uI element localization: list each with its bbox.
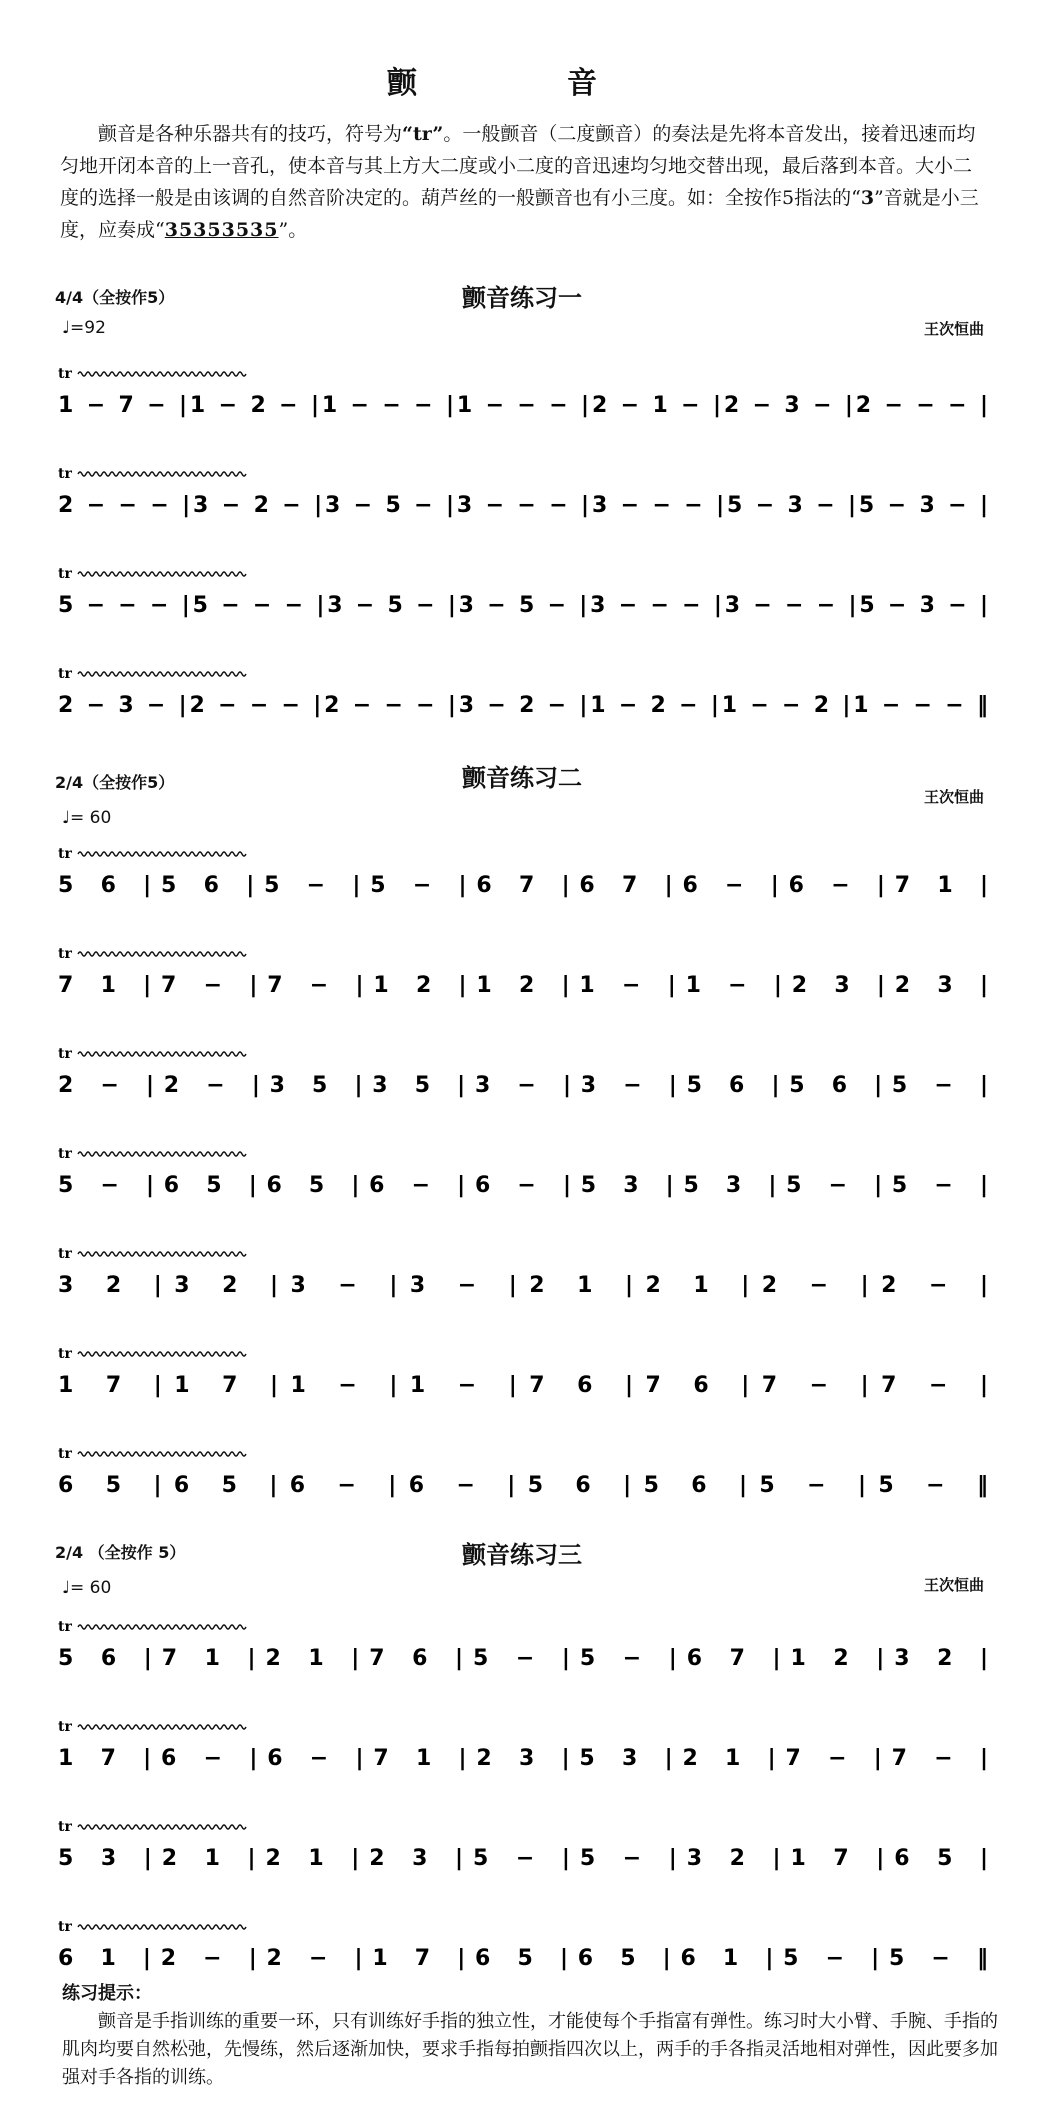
- intro-text-2: 。一般颤音（二度颤音）的奏法是先将本音发出，接着迅速而均匀地开闭本音的上一音孔，使本音与其上方大二度或小二度的音迅速均匀地交替出现，最后落到本音。大小二度的选择一般是由该调的自然音阶决定的。葫芦丝的一般颤音也有小三度。如：全按作5指法的“: [60, 123, 976, 209]
- trill-wave: [78, 1825, 246, 1829]
- staff-svg: [0, 352, 1044, 742]
- trill-mark: tr: [58, 1446, 72, 1462]
- notation-line: 6 1 |2 − |2 − |1 7 |6 5 |6 5 |6 1 |5 − |5 − ‖: [58, 1946, 989, 1971]
- trill-wave: [78, 1352, 246, 1356]
- exercise-1-composer: 王次恒曲: [923, 320, 984, 338]
- trill-symbol: “tr”: [402, 123, 444, 145]
- exercise-2-meta: 2/4（全按作5）: [55, 773, 175, 792]
- notation-line: 5 3 |2 1 |2 1 |2 3 |5 − |5 − |3 2 |1 7 |6 5 |: [58, 1846, 989, 1871]
- trill-wave: [78, 572, 246, 576]
- exercise-1-tempo: ♩=92: [62, 318, 106, 338]
- notation-line: 5 6 |5 6 |5 − |5 − |6 7 |6 7 |6 − |6 − |7 1 |: [58, 873, 988, 898]
- trill-wave: [78, 1152, 246, 1156]
- notation-line: 2 − 3 − |2 − − − |2 − − − |3 − 2 − |1 − 2 − |1 − − 2 |1 − − − ‖: [58, 693, 989, 718]
- exercise-1-title: 颤音练习一: [462, 283, 582, 312]
- page-title: 颤 音: [387, 66, 657, 101]
- trill-mark: tr: [58, 1719, 72, 1735]
- trill-wave: [78, 1625, 246, 1629]
- trill-mark: tr: [58, 846, 72, 862]
- trill-mark: tr: [58, 1619, 72, 1635]
- notation-line: 2 − |2 − |3 5 |3 5 |3 − |3 − |5 6 |5 6 |5 − |: [58, 1073, 989, 1098]
- trill-wave: [78, 372, 246, 376]
- trill-mark: tr: [58, 366, 72, 382]
- tips-heading: 练习提示：: [62, 1983, 152, 2004]
- trill-mark: tr: [58, 1246, 72, 1262]
- intro-text-3: ”音就是小三度，应奏成“: [60, 187, 979, 241]
- exercise-3-meta: 2/4 （全按作 5）: [55, 1543, 186, 1562]
- notation-line: 1 − 7 − |1 − 2 − |1 − − − |1 − − − |2 − 1 − |2 − 3 − |2 − − − |: [58, 393, 988, 418]
- notation-line: 2 − − − |3 − 2 − |3 − 5 − |3 − − − |3 − − − |5 − 3 − |5 − 3 − |: [58, 493, 988, 518]
- exercise-2-tempo: ♩= 60: [62, 808, 112, 828]
- trill-wave: [78, 472, 246, 476]
- trill-mark: tr: [58, 1146, 72, 1162]
- notation-line: 5 6 |7 1 |2 1 |7 6 |5 − |5 − |6 7 |1 2 |3 2 |: [58, 1646, 989, 1671]
- trill-mark: tr: [58, 1046, 72, 1062]
- staff-svg: [0, 832, 1044, 1522]
- example-sequence: 35353535: [164, 219, 279, 241]
- tips-text: 颤音是手指训练的重要一环，只有训练好手指的独立性，才能使每个手指富有弹性。练习时大小臂、手腕、手指的肌肉均要自然松弛，先慢练，然后逐渐加快，要求手指每拍颤指四次以上，两手的手各指灵活地相对弹性，因此要多加强对手各指的训练。: [62, 2011, 998, 2088]
- exercise-3-title: 颤音练习三: [462, 1540, 582, 1569]
- trill-wave: [78, 952, 246, 956]
- exercise-2-staff: [0, 832, 1044, 1522]
- example-note: 3: [860, 187, 875, 209]
- notation-line: 1 7 |1 7 |1 − |1 − |7 6 |7 6 |7 − |7 − |: [58, 1373, 989, 1398]
- trill-wave: [78, 1452, 246, 1456]
- exercise-3-tempo: ♩= 60: [62, 1578, 112, 1598]
- trill-wave: [78, 1052, 246, 1056]
- intro-text-4: ”。: [278, 219, 308, 241]
- trill-mark: tr: [58, 1819, 72, 1835]
- exercise-1-meta: 4/4（全按作5）: [55, 288, 175, 307]
- exercise-2-title: 颤音练习二: [462, 763, 582, 792]
- notation-line: 1 7 |6 − |6 − |7 1 |2 3 |5 3 |2 1 |7 − |7 − |: [58, 1746, 988, 1771]
- exercise-3-composer: 王次恒曲: [923, 1576, 984, 1594]
- exercise-1-staff: [0, 352, 1044, 742]
- notation-line: 7 1 |7 − |7 − |1 2 |1 2 |1 − |1 − |2 3 |2 3 |: [58, 973, 988, 998]
- trill-mark: tr: [58, 566, 72, 582]
- trill-mark: tr: [58, 466, 72, 482]
- trill-mark: tr: [58, 666, 72, 682]
- staff-svg: [0, 1605, 1044, 1995]
- intro-text-1: 颤音是各种乐器共有的技巧，符号为: [98, 123, 403, 145]
- exercise-2-composer: 王次恒曲: [923, 788, 984, 806]
- trill-wave: [78, 1252, 246, 1256]
- trill-mark: tr: [58, 1346, 72, 1362]
- practice-tips: [62, 1980, 1002, 2092]
- notation-line: 6 5 |6 5 |6 − |6 − |5 6 |5 6 |5 − |5 − ‖: [58, 1473, 988, 1498]
- notation-line: 3 2 |3 2 |3 − |3 − |2 1 |2 1 |2 − |2 − |: [58, 1273, 989, 1298]
- trill-wave: [78, 852, 246, 856]
- exercise-3-staff: [0, 1605, 1044, 1995]
- trill-mark: tr: [58, 1919, 72, 1935]
- notation-line: 5 − |6 5 |6 5 |6 − |6 − |5 3 |5 3 |5 − |5 − |: [58, 1173, 989, 1198]
- intro-paragraph: [60, 118, 990, 246]
- trill-wave: [78, 1925, 246, 1929]
- trill-mark: tr: [58, 946, 72, 962]
- trill-wave: [78, 672, 246, 676]
- trill-wave: [78, 1725, 246, 1729]
- notation-line: 5 − − − |5 − − − |3 − 5 − |3 − 5 − |3 − − − |3 − − − |5 − 3 − |: [58, 593, 988, 618]
